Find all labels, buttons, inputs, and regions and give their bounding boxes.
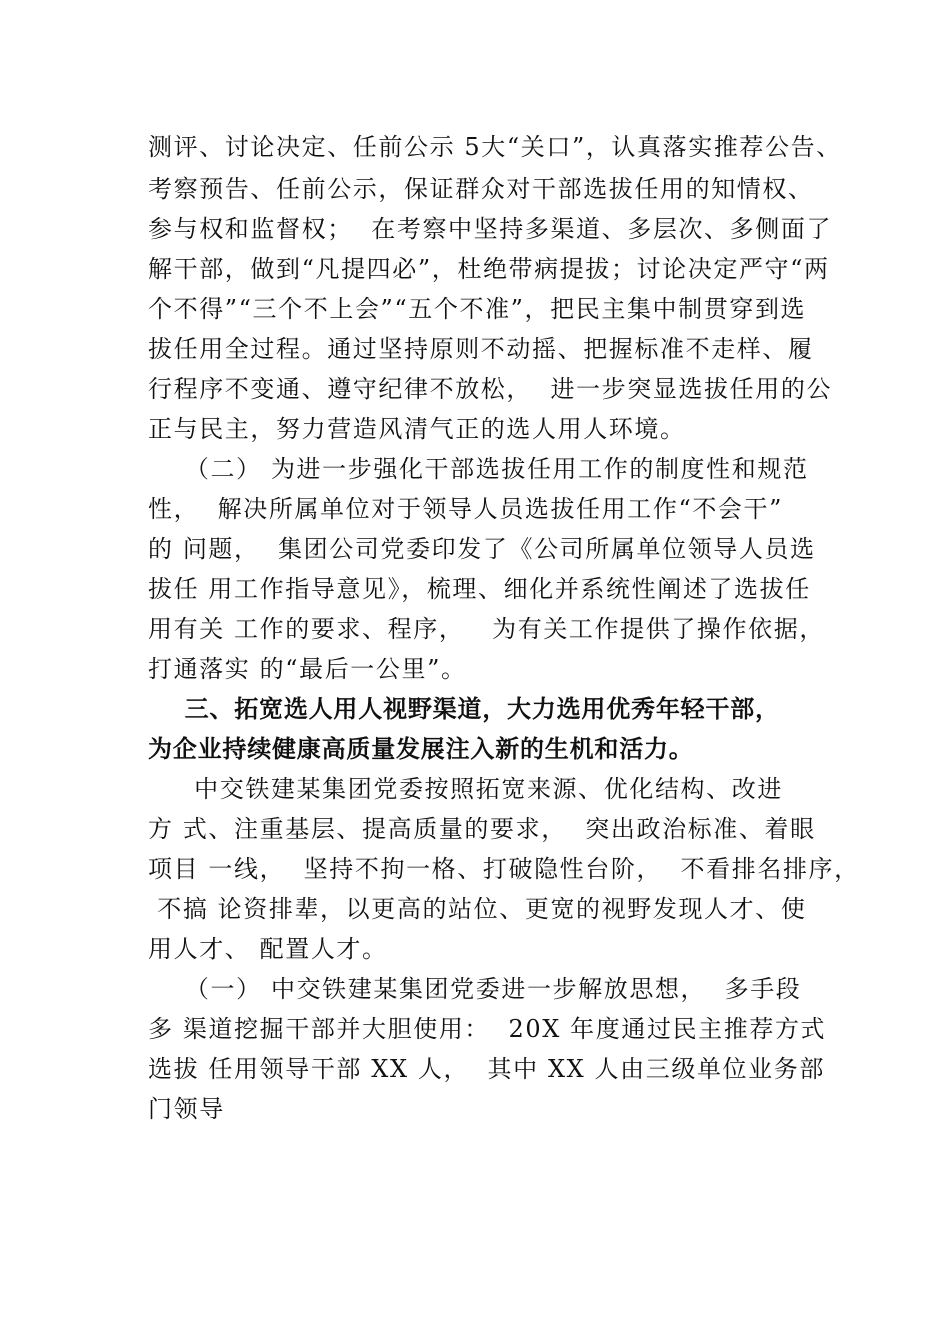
paragraph-2-line: 拔任 用工作指导意见》，梳理、细化并系统性阐述了选拔任 [148,575,811,603]
paragraph-4-line: 中交铁建某集团党委按照拓宽来源、优化结构、改进 [148,775,783,803]
paragraph-5-line: 多 渠道挖掘干部并大胆使用： 20X 年度通过民主推荐方式 [148,1015,827,1043]
paragraph-1-line: 考察预告、任前公示，保证群众对干部选拔任用的知情权、 [148,175,814,203]
paragraph-4-line: 项目 一线， 坚持不拘一格、打破隐性台阶， 不看排名排序， [148,855,860,883]
paragraph-2-line: （二） 为进一步强化干部选拔任用工作的制度性和规范 [148,455,809,483]
paragraph-1-line: 解干部，做到“凡提四必”，杜绝带病提拔；讨论决定严守“两 [148,255,830,283]
paragraph-2-line: 的 问题， 集团公司党委印发了《公司所属单位领导人员选 [148,535,816,563]
paragraph-5-line: （一） 中交铁建某集团党委进一步解放思想， 多手段 [148,975,802,1003]
paragraph-1-line: 拔任用全过程。通过坚持原则不动摇、把握标准不走样、履 [148,335,814,363]
paragraph-2-line: 打通落实 的“最后一公里”。 [148,655,467,683]
paragraph-4-line: 不搞 论资排辈，以更高的站位、更宽的视野发现人才、使 [148,895,807,923]
paragraph-2-line: 用有关 工作的要求、程序， 为有关工作提供了操作依据， [148,615,825,643]
paragraph-1-line: 测评、讨论决定、任前公示 5大“关口”，认真落实推荐公告、 [148,133,842,161]
paragraph-2-line: 性， 解决所属单位对于领导人员选拔任用工作“不会干” [148,495,783,523]
paragraph-4-line: 用人才、 配置人才。 [148,935,388,963]
paragraph-5-line: 门领导 [148,1095,225,1123]
paragraph-1-line: 行程序不变通、遵守纪律不放松， 进一步突显选拔任用的公 [148,375,833,403]
section-heading-line: 为企业持续健康高质量发展注入新的生机和活力。 [148,734,694,763]
section-heading-line: 三、拓宽选人用人视野渠道，大力选用优秀年轻干部， [148,694,780,723]
paragraph-1-line: 参与权和监督权； 在考察中坚持多渠道、多层次、多侧面了 [148,215,833,243]
paragraph-4-line: 方 式、注重基层、提高质量的要求， 突出政治标准、着眼 [148,815,816,843]
paragraph-5-line: 选拔 任用领导干部 XX 人， 其中 XX 人由三级单位业务部 [148,1055,825,1083]
paragraph-1-line: 个不得”“三个不上会”“五个不准”，把民主集中制贯穿到选 [148,295,807,323]
paragraph-1-line: 正与民主，努力营造风清气正的选人用人环境。 [148,415,686,443]
